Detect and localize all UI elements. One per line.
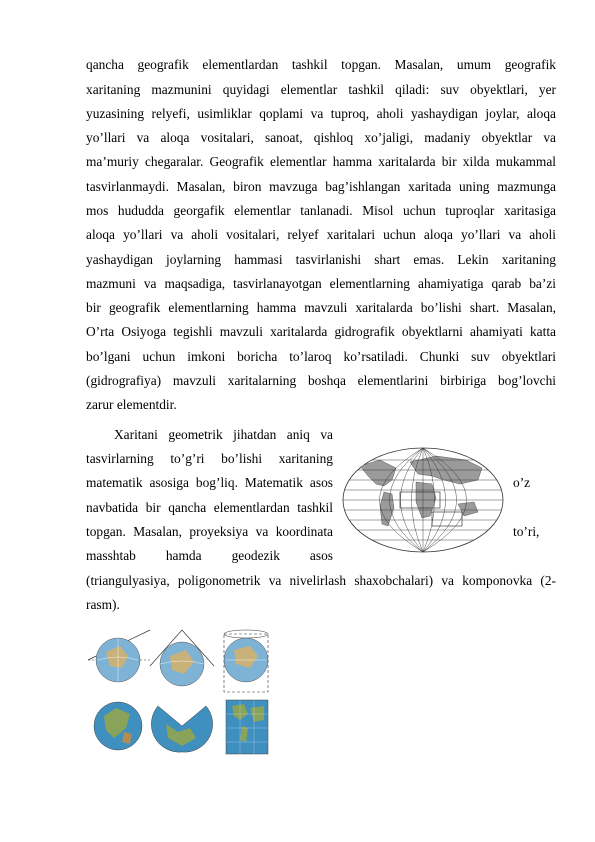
text-fragment: o’z xyxy=(513,475,531,490)
world-map-grid-figure xyxy=(340,446,506,554)
text-line: mos hududda georgafik elementlar tanlanadi. Misol uchun tuproqlar xaritasiga xyxy=(86,203,556,218)
text-line: bo’lgani uchun imkoni boricha to’laroq ko’rsatiladi. Chunki suv obyektlari xyxy=(86,349,556,364)
text-line: qancha geografik elementlardan tashkil topgan. Masalan, umum geografik xyxy=(86,57,556,72)
text-line: masshtab hamda geodezik asos xyxy=(86,548,333,563)
text-line: Xaritani geometrik jihatdan aniq va xyxy=(114,427,333,442)
text-line: yashaydigan joylarning hammasi tasvirlanishi shart emas. Lekin xaritaning xyxy=(86,252,556,267)
text-line: (gidrografiya) mavzuli xaritalarning boshqa elementlarini birbiriga bog’lovchi xyxy=(86,373,556,388)
text-line: yuzasining relyefi, usimliklar qoplami va tuproq, aholi yashaydigan joylar, aloqa xyxy=(86,106,556,121)
text-line: ma’muriy chegaralar. Geografik elementlar hamma xaritalarda bir xilda mukammal xyxy=(86,154,556,169)
text-line: zarur elementdir. xyxy=(86,397,177,412)
text-line: xaritaning mazmunini quyidagi elementlar tashkil qiladi: suv obyektlari, yer xyxy=(86,82,556,97)
text-line: matematik asosiga bog’liq. Matematik asos xyxy=(86,475,333,490)
text-line: rasm). xyxy=(86,597,120,612)
text-fragment: to’ri, xyxy=(513,524,540,539)
text-line: bir geografik elementlarning hamma mavzuli xaritalarda bo’lishi shart. Masalan, xyxy=(86,300,556,315)
text-line: (triangulyasiya, poligonometrik va nivelirlash shaxobchalari) va komponovka (2- xyxy=(86,573,556,588)
text-line: tasvirlanmaydi. Masalan, biron mavzuga bag’ishlangan xaritada uning mazmunga xyxy=(86,179,556,194)
text-line: topgan. Masalan, proyeksiya va koordinata xyxy=(86,524,333,539)
text-line: mazmuni va maqsadiga, tasvirlanayotgan elementlarning ahamiyatiga qarab ba’zi xyxy=(86,276,556,291)
text-line: tasvirlarning to’g’ri bo’lishi xaritaning xyxy=(86,451,333,466)
text-line: O’rta Osiyoga tegishli mavzuli xaritalarda gidrografik obyektlarni ahamiyati katta xyxy=(86,324,556,339)
text-line: yo’llari va aloqa vositalari, sanoat, qishloq xo’jaligi, madaniy obyektlar va xyxy=(86,130,556,145)
projection-globes-figure xyxy=(86,628,276,756)
text-line: aloqa yo’llari va aholi vositalari, relyef xaritalari uchun aloqa yo’llari va aholi xyxy=(86,227,556,242)
text-line: navbatida bir qancha elementlardan tashkil xyxy=(86,500,333,515)
